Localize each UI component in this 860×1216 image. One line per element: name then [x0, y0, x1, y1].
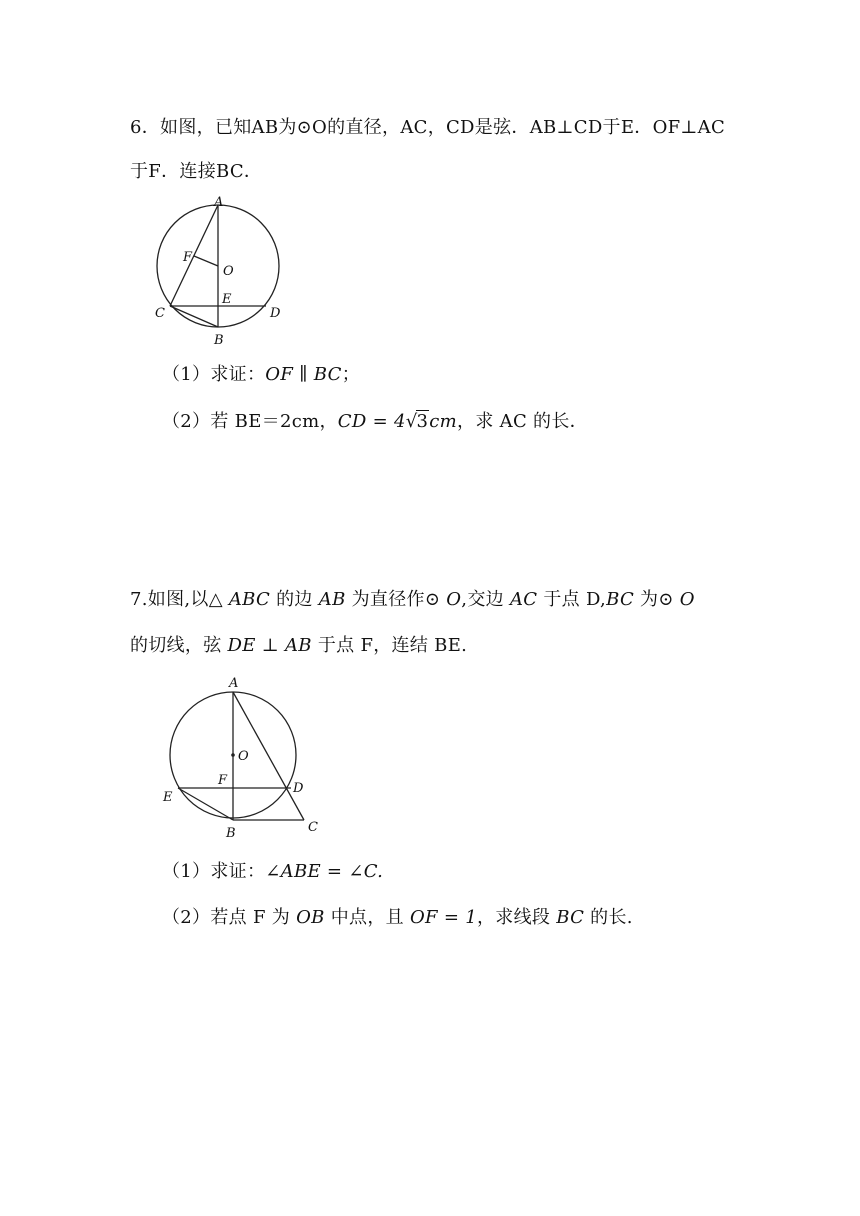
q2-prefix: （2）若 BE＝2cm，: [162, 411, 338, 432]
label-c: C: [155, 306, 165, 321]
p7-circle-o: ⊙ O: [424, 589, 462, 610]
problem6-question2: [162, 410, 588, 434]
radical-sign-icon: √: [405, 411, 418, 432]
q2-unit: cm: [429, 411, 458, 432]
problem6-figure: [150, 196, 300, 348]
center-point-o: [231, 753, 235, 757]
label-a: A: [229, 676, 239, 691]
problem6-question1: [162, 363, 360, 387]
segment-of: [194, 256, 218, 266]
p7-text-a: 7.如图,以: [130, 589, 209, 610]
problem7-statement-line1: [130, 588, 695, 612]
label-e: E: [163, 790, 173, 805]
label-c: C: [308, 820, 318, 835]
q1-expression: OF ∥ BC: [265, 364, 342, 385]
p7-bc: BC: [606, 589, 635, 610]
sqrt-expression: [406, 410, 430, 434]
problem7-question2: [162, 906, 633, 930]
problem6-statement-line2: 于F．连接BC．: [130, 161, 263, 182]
q2-text-mid2: ，求线段: [476, 907, 557, 928]
p7-text-g: 的切线，弦: [130, 635, 228, 656]
q2-prefix: （2）若点 F 为: [162, 907, 297, 928]
p7-text-c: 为直径作: [345, 589, 425, 610]
problem7-question1: [162, 860, 383, 884]
p7-text-h: 于点 F，连结 BE.: [311, 635, 468, 656]
problem6-statement-line1: 6．如图，已知AB为⊙O的直径，AC，CD是弦．AB⊥CD于E．OF⊥AC: [130, 117, 726, 138]
q1-prefix: （1）求证：: [162, 364, 266, 385]
q2-expression-lhs: CD = 4: [337, 411, 406, 432]
p7-circle-o-2: ⊙ O: [658, 589, 695, 610]
q1-prefix: （1）求证：: [162, 861, 266, 882]
q2-suffix: ，求 AC 的长．: [457, 411, 588, 432]
q2-ob: OB: [296, 907, 325, 928]
q2-bc: BC: [556, 907, 585, 928]
p7-ab: AB: [318, 589, 346, 610]
q2-text-mid: 中点，且: [324, 907, 410, 928]
p7-text-b: 的边: [270, 589, 319, 610]
q1-suffix: ；: [341, 364, 361, 385]
label-d: D: [270, 306, 281, 321]
p7-ac: AC: [509, 589, 538, 610]
q2-radicand: 3: [416, 411, 429, 432]
label-d: D: [293, 781, 304, 796]
problem7-figure: [158, 670, 328, 842]
segment-be: [178, 788, 233, 820]
q2-suffix: 的长.: [584, 907, 633, 928]
label-e: E: [222, 292, 232, 307]
label-b: B: [214, 333, 224, 348]
label-o: O: [238, 749, 249, 764]
p7-text-e: 于点 D,: [537, 589, 607, 610]
label-b: B: [226, 826, 236, 841]
label-f: F: [183, 250, 193, 265]
problem7-statement-line2: [130, 634, 467, 658]
label-f: F: [218, 773, 228, 788]
label-a: A: [214, 196, 224, 210]
p7-de-perp-ab: DE ⊥ AB: [227, 635, 312, 656]
segment-bc: [170, 306, 218, 327]
label-o: O: [223, 264, 234, 279]
q2-of-equals-1: OF = 1: [409, 907, 477, 928]
q1-expression: ∠ABE = ∠C.: [265, 861, 384, 882]
p7-triangle-abc: △ ABC: [208, 589, 271, 610]
p7-text-f: 为: [634, 589, 659, 610]
p7-text-d: ,交边: [461, 589, 510, 610]
